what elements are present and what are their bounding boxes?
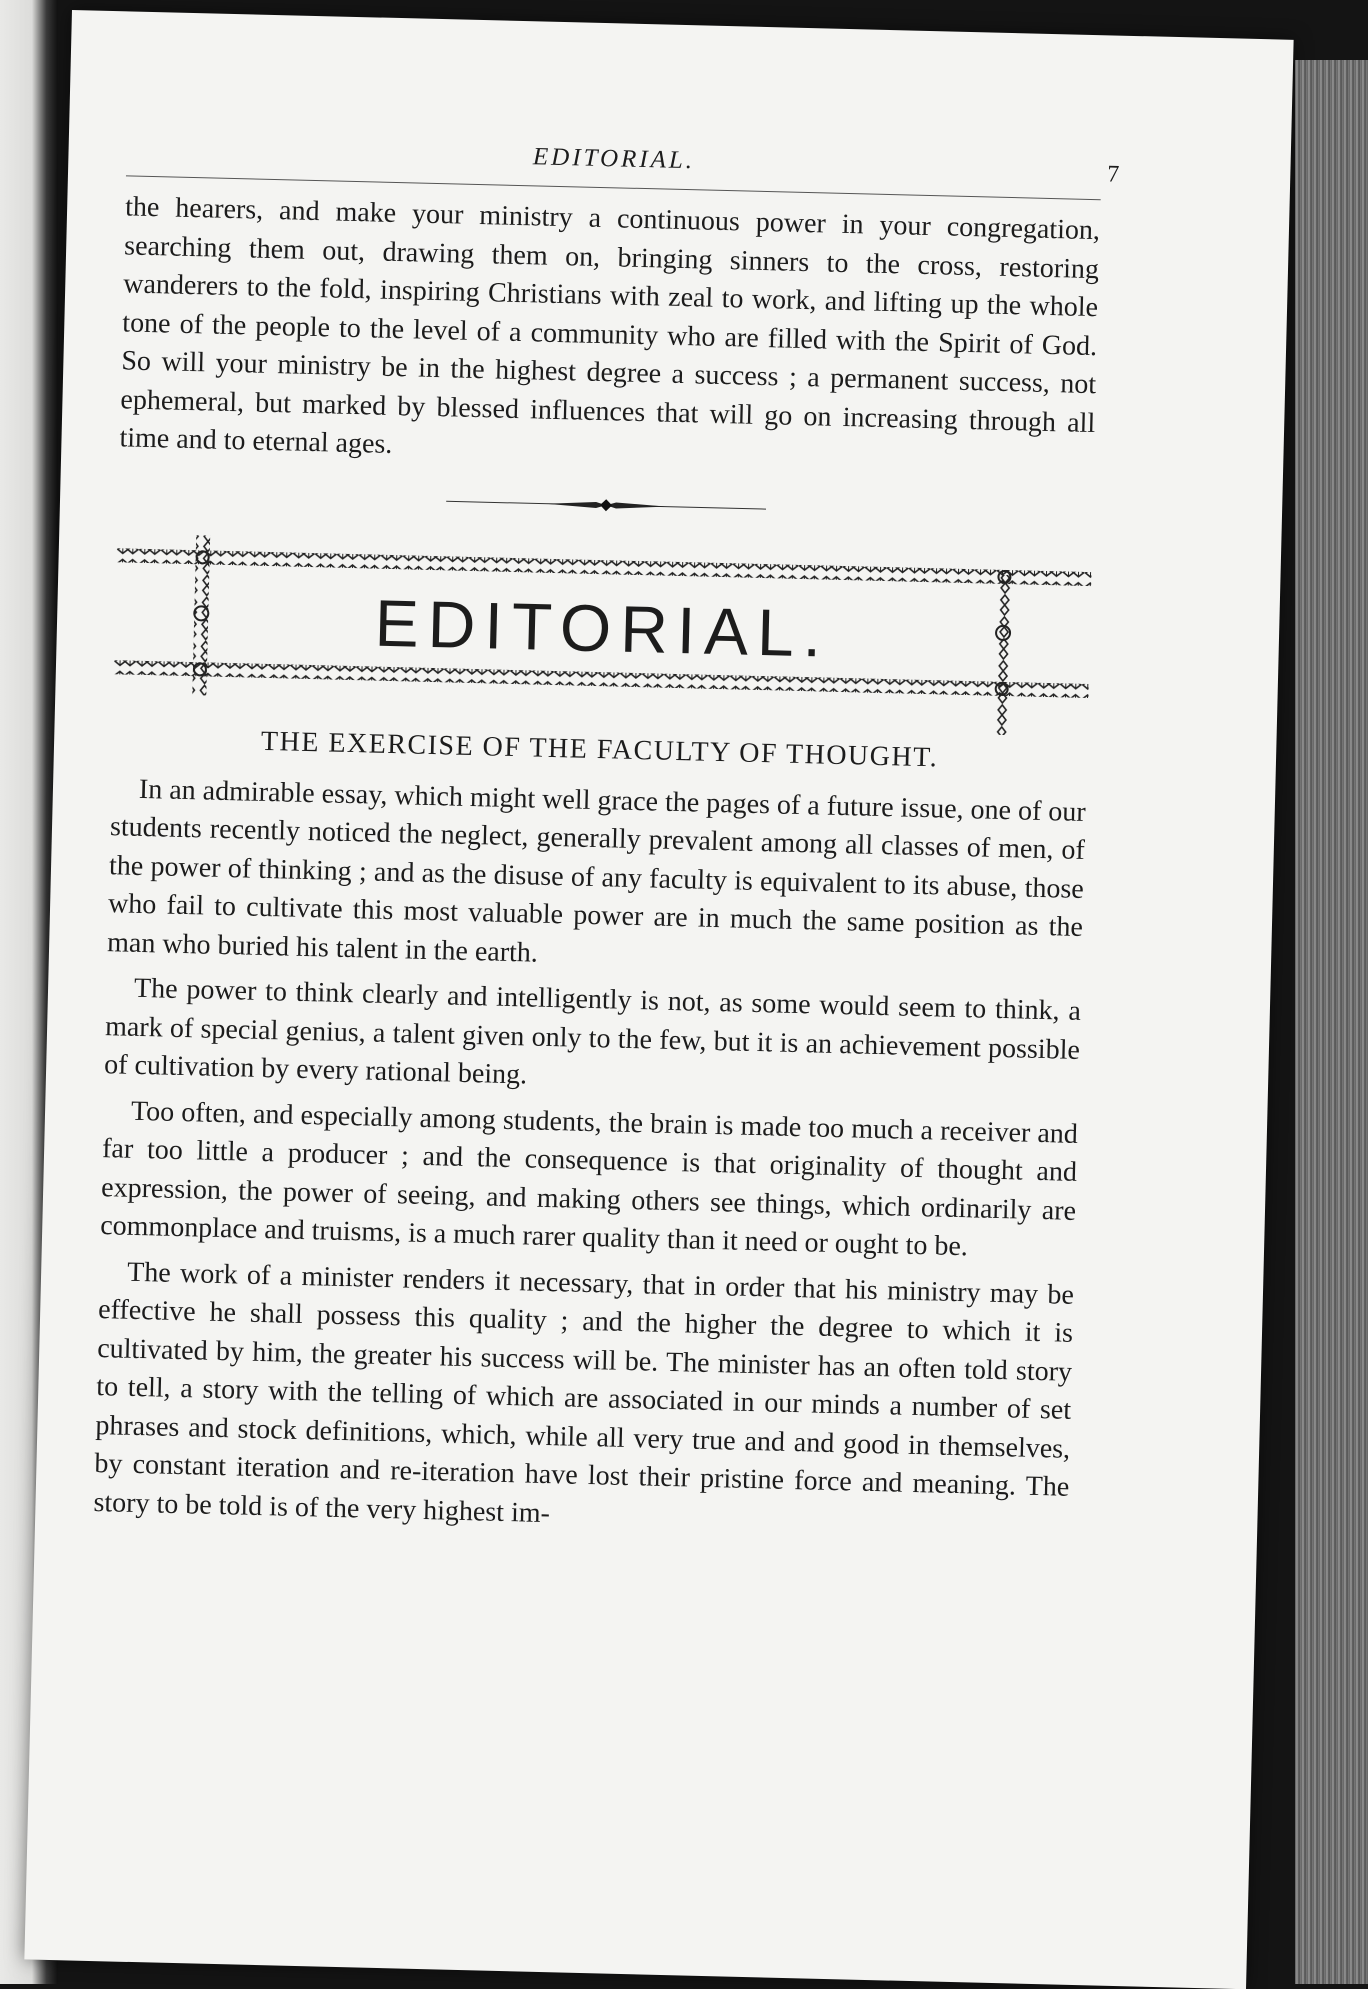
editorial-banner	[113, 528, 1092, 742]
page-content	[93, 127, 1120, 1545]
page-number: 7	[1106, 161, 1120, 188]
article-paragraph: The work of a minister renders it necessary, that in order that his ministry may be effective he shall possess this quality ; and the higher the degree to which it is cultivated by him, the greater his success will be. The minister has an often told story to tell, a story with the telling of which are associated in our minds a number of set phrases and stock definitions, which, while all very true and and good in themselves, by constant iteration and re-iteration have lost their pristine force and meaning. The story to be told is of the very highest im-	[93, 1256, 1075, 1529]
ornamental-rule-icon	[445, 491, 765, 519]
running-title: EDITORIAL.	[532, 143, 696, 175]
article-body	[93, 770, 1086, 1546]
banner-title: EDITORIAL.	[373, 585, 832, 671]
article-paragraph: In an admirable essay, which might well grace the pages of a future issue, one of our students recently noticed the neglect, generally prevalent among all classes of men, of the power of thinking ; and as the disuse of any faculty is equivalent to its abuse, those who fail to cultivate this most valuable power are in much the same position as the man who buried his talent in the earth.	[106, 773, 1087, 969]
book-page	[24, 10, 1293, 1989]
continuation-text-block	[119, 188, 1100, 481]
continuation-paragraph: the hearers, and make your ministry a continuous power in your congregation, searching them out, drawing them on, bringing sinners to the cross, restoring wanderers to the fold, inspiring Christians with zeal to work, and lifting up the whole tone of the people to the level of a community who are filled with the Spirit of God. So will your ministry be in the highest degree a success ; a permanent success, not ephemeral, but marked by blessed influences that will go on increasing through all time and to eternal ages.	[119, 191, 1101, 460]
section-heading: THE EXERCISE OF THE FACULTY OF THOUGHT.	[260, 725, 939, 773]
article-paragraph: Too often, and especially among students, the brain is made too much a receiver and far too little a producer ; and the consequence is that originality of thought and expression, the power of seeing, and making others see things, which ordinarily are commonplace and truisms, is a much rarer quality than it need or ought to be.	[99, 1095, 1079, 1263]
article-paragraph: The power to think clearly and intelligently is not, as some would seem to think, a mark of special genius, a talent given only to the few, but it is an achievement possible of cultivation by every rational being.	[103, 972, 1082, 1091]
page-stack-edge	[1295, 60, 1368, 1984]
running-head	[126, 127, 1120, 200]
